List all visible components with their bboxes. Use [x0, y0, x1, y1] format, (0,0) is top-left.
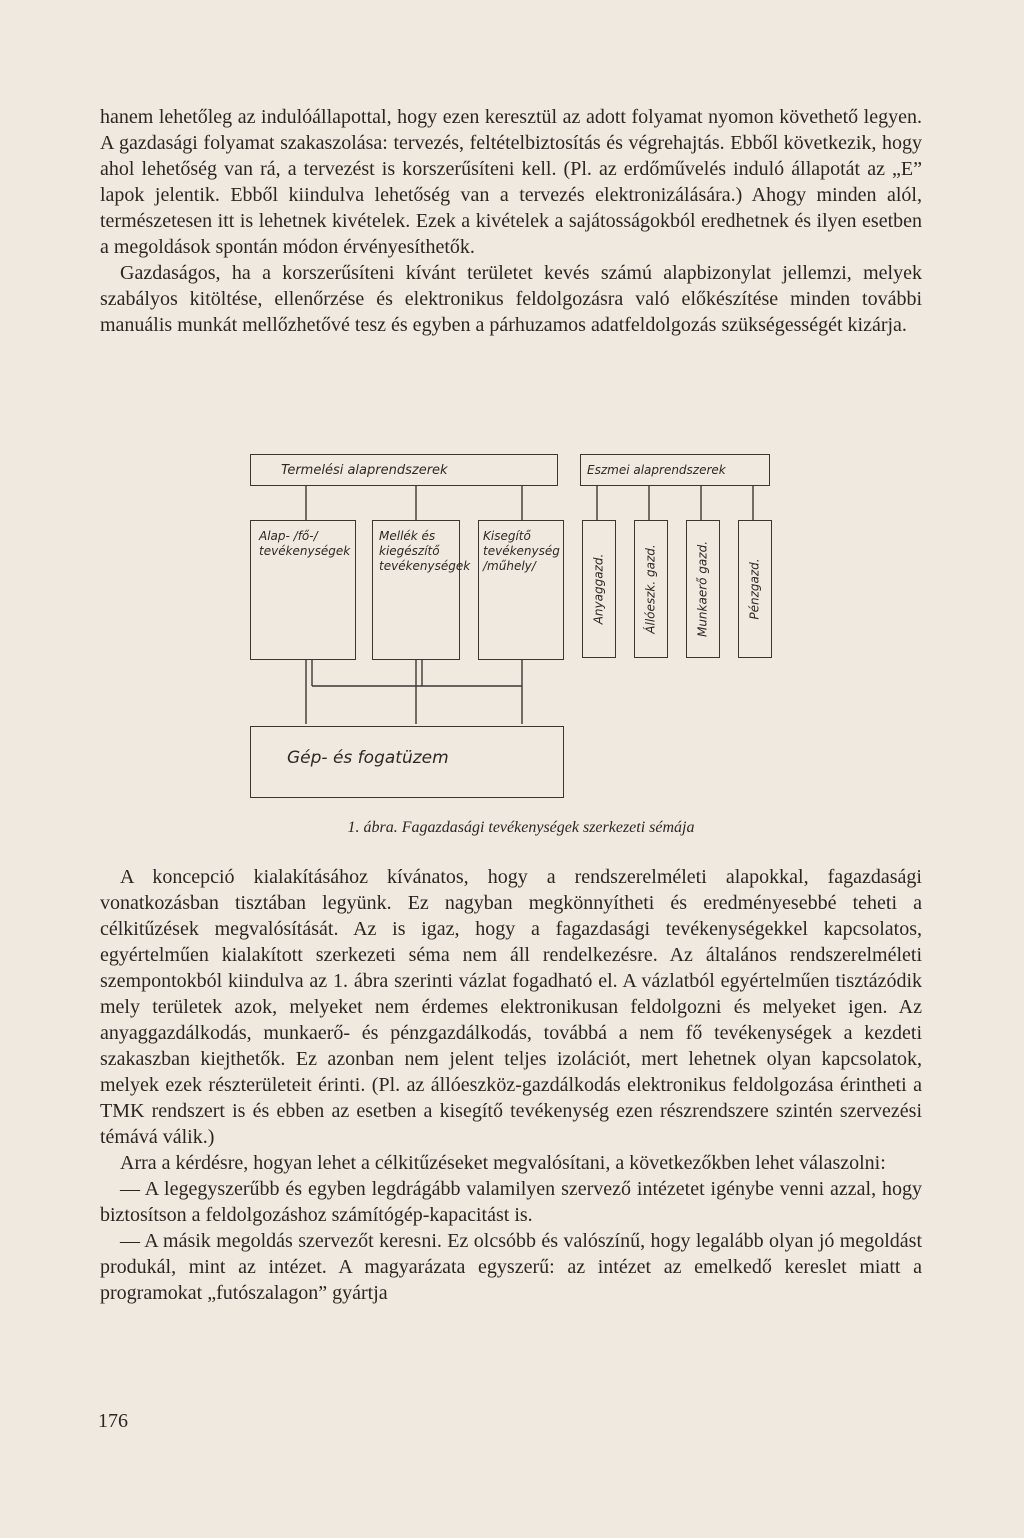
finance-management-label: Pénzgazd.: [747, 558, 762, 620]
paragraph-economical: Gazdaságos, ha a korszerűsíteni kívánt területet kevés számú alapbizonylat jellemzi, melyek szabályos kitöltése, ellenőrzése és elektronikus feldolgozásra való előkészítése minden további manuális munkát mellőzhetővé tesz és egyben a párhuzamos adatfeldolgozás szükségességét kizárja.: [100, 262, 922, 336]
figure-caption: 1. ábra. Fagazdasági tevékenységek szerkezeti sémája: [347, 819, 695, 836]
secondary-activities-label: Mellék és kiegészítő tevékenységek: [379, 529, 471, 573]
fixed-assets-label: Állóeszk. gazd.: [643, 544, 658, 634]
fixed-assets-box: [634, 520, 668, 658]
labour-management-label: Munkaerő gazd.: [695, 540, 710, 638]
production-header: [250, 454, 558, 486]
material-management-label: Anyaggazd.: [591, 553, 606, 625]
list-item-organizer: — A másik megoldás szervezőt keresni. Ez olcsóbb és valószínű, hogy legalább olyan jó megoldást produkál, mint az intézet. A magyarázata egyszerű: az intézet az emelkedő kereslet miatt a programokat „futószalagon” gyártja: [100, 1230, 922, 1304]
finance-management-box: [738, 520, 772, 658]
resource-header-label: Eszmei alaprendszerek: [587, 463, 726, 477]
paragraph-concept: A koncepció kialakításához kívánatos, hogy a rendszerelméleti alapokkal, fagazdasági vonatkozásban tisztában legyünk. Ez nagyban megkönnyítheti és eredményesebbé teheti a célkitűzések megvalósítását. Az is igaz, hogy a fagazdasági tevékenységekkel kapcsolatos, egyértelműen kialakított szerkezeti séma nem áll rendelkezésre. Az általános rendszerelméleti szempontokból kiindulva az 1. ábra szerinti vázlat fogadható el. A vázlatból egyértelműen tisztázódik mely területek azok, melyeket nem érdemes elektronikusan feldolgozni és melyeket igen. Az anyaggazdálkodás, munkaerő- és pénzgazdálkodás, továbbá a nem fő tevékenységek a kezdeti szakaszban kiejthetők. Ez azonban nem jelent teljes izolációt, mert lehetnek olyan kapcsolatok, melyek ezek részterületeit érinti. (Pl. az állóeszköz-gazdálkodás elektronikus feldolgozása érintheti a TMK rendszert is és ebben az esetben a kisegítő tevékenység ezen részrendszere szintén szervezési témává válik.): [100, 866, 922, 1148]
list-item-institute: — A legegyszerűbb és egyben legdrágább valamilyen szervező intézetet igénybe venni azzal, hogy biztosítson a feldolgozáshoz számítógép-kapacitást is.: [100, 1178, 922, 1226]
machine-operation-label: Gép- és fogatüzem: [287, 748, 449, 768]
paragraph-process: hanem lehetőleg az indulóállapottal, hogy ezen keresztül az adott folyamat nyomon követhető legyen. A gazdasági folyamat szakaszolása: tervezés, feltételbiztosítás és végrehajtás. Ebből következik, hogy ahol lehetőség van rá, a tervezést is korszerűsíteni kell. (Pl. az erdőművelés induló állapotát az „E” lapok jelentik. Ebből kiindulva lehetőség van a tervezés elektronizálására.) Ahogy minden alól, természetesen itt is lehetnek kivételek. Ezek a kivételek a sajátosságokból eredhetnek és ilyen esetben a megoldások spontán módon érvényesíthetők.: [100, 106, 922, 258]
auxiliary-activity-box: [478, 520, 564, 660]
body-text-block: [100, 864, 922, 1306]
main-activities-box: [250, 520, 356, 660]
material-management-box: [582, 520, 616, 658]
auxiliary-activity-label: Kisegítő tevékenység /műhely/: [483, 529, 560, 573]
paragraph-question: Arra a kérdésre, hogyan lehet a célkitűzéseket megvalósítani, a következőkben lehet válaszolni:: [120, 1152, 886, 1174]
production-header-label: Termelési alaprendszerek: [281, 463, 448, 478]
labour-management-box: [686, 520, 720, 658]
top-text-block: [100, 104, 922, 338]
page-number: 176: [98, 1410, 128, 1432]
machine-operation-box: [250, 726, 564, 798]
structure-diagram: [240, 448, 780, 808]
resource-header: [580, 454, 770, 486]
secondary-activities-box: [372, 520, 471, 660]
main-activities-label: Alap- /fő-/ tevékenységek: [259, 529, 351, 558]
